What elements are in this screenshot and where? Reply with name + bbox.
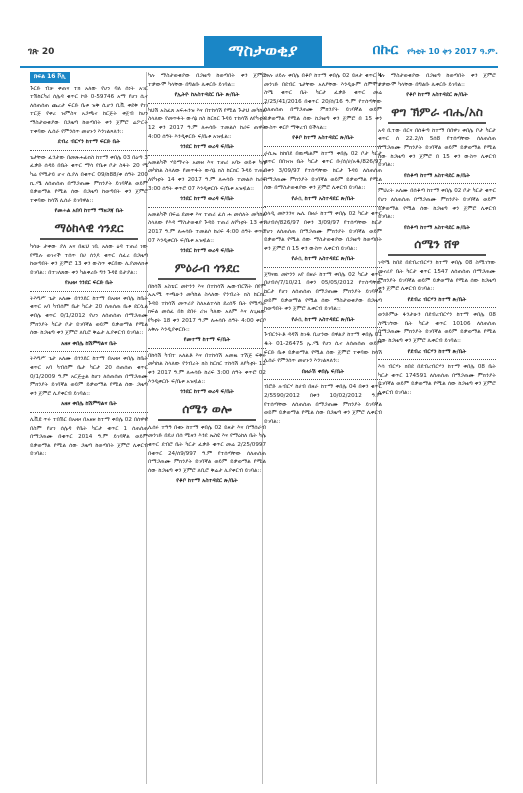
region-heading: ምዕራብ ጎንደር: [174, 260, 240, 275]
notice-issuer: ጎንደር ከተማ ወረዳ ፍ/ቤት: [180, 144, 234, 151]
notice-text: ጌታቸው ፈንታው በመጽሐፊክስ ከተማ ቀበሌ 03 በዕጣ 3 ፈቃድ ሰዳይ በቤት ቁጥር ማሳ የቤቱ ቦታ ስፋት 20 ሜ ካሬ የሚታይ ሆኖ ሲያለ በቁጥር 09/ከ88/ቀ ሰዓት 200 ኪ.ሜ ለሰጠሰጠ በማጋጠሙ ምክንያት ይገባኛል ወይም ይቃወማል የሚል ሰው በጋዜጣ ከወጣበት ቀን ጀምሮ ተቀባው ከሳሽ ሊሰራ ይገባዋል::: [30, 154, 148, 204]
dotted-divider: [264, 206, 382, 207]
dotted-divider: [264, 379, 382, 380]
dateline: [373, 42, 499, 58]
notice-issuer: የራሲ ከተማ አስተዳደር ጽ/ቤት: [291, 316, 355, 323]
notice-text: ካሉ ማስታወቂያው በጋዜጣ ከወጣበት ቀን ጀምሮ ተቃውሞ ካላቸው በግልቡ ሊቀርቡ ይገባል::: [148, 73, 266, 88]
notice-text: ወንድምሁ ፋንታሁን በደብረብርሃን ከተማ ቀበሌ 08 ስሚገኘው ቤት ካርታ ቁጥር 10106 ለሰጠሰጠ በማጋጠሙ ምክንያት ይገባኛል ወይም ይቃወማል የሚል ሰው ከጋዜጣ ቀን ጀምሮ ሊቀርብ ይገባል::: [378, 312, 496, 345]
region-heading: ሰሜን ወሎ: [182, 401, 232, 416]
notice-text: ምህረት አለሙ በሰቆጣ ከተማ ቀበሌ 02 ቦታ ካርታ ቁጥር የሆነ ለሰጠሰጠ በማጋጠሙ ምክንያት ይገባኛል ወይም ይቃወማል የሚል ሰው ከጋዜጣ ቀን ጀምሮ ሊቀርብ ይገባል::: [378, 188, 496, 221]
notice-text: ጉብርንትቶ ዳዳሽ ከገዱ ቢሆንው በዋልያ ከተማ ቀበሌ 01 ዱት 01-26475 ኢ.ሜ የሆነ ሲኖ ለሰጠሰጠ ወይም ፍርድ ቤቱ ይቃወማል የሚል ሰው ጀምሮ ተቀባው ከሳሽ ሊሰራ የምንሰጥ መሆኑን እንገልጻለን::: [264, 332, 382, 365]
notice-text: በከሳሽ ካብተ አለልቶ እና በተከሳሽ አመዜ ተሽጅ ፍቅሩ መካከል ስላለው የንብረት ክስ ከርክር ተከሳሽ ለየካቲት 12 ቀን 2017 ዓ.ም ለሐሳቡ ከሪፍ 3:00 ሰዓት ቀጥሮ 02 እንዲቀርቡ ፍ/ቤቱ አዝዟል::: [148, 352, 266, 385]
notice-issuer: ጎንደር ከተማ ወረዳ ፍ/ቤት: [180, 248, 234, 255]
notice-text: ራሲኤ ከከበደ በዉጫልም ከተማ ቀበሌ 02 ቦታ ካርታ ቁጥር በበዝዝ ቤት ካርታ ቁጥር ቡ/ሰ/ሀ/አዱ/826/97 በቀን 3/09/97 የተሰጣቸው ከርታ ጉዳይ ለሰጠሰጠ በማጋጠሙ ምክንያት ይገባኛል ወይም ይቃወማል የሚል ሰው በማስታወቂያው ቀን ጀምሮ ሊቀርብ ይገባል::: [264, 150, 382, 192]
notice-text: ጉርድ ብቻ ቀጠና ተክ አለው የሆነ ባለ ሰነት አገር ተሽከርካሪ ሰሌዳ ቁጥር ኮድ 0-59746 አማ የሆነ ሲኖ ለሰጠሰጠ ጨረታ ፍርድ ቤቱ ዝቅ ሲሆን ቢቪ ቀደቅ የነገ ተርጅ የቀረ ዝምስና አጋጫኖ ከርጅት ቀጀብ ከሆነ ማስታወቂያው በጋዜጣ ከወጣበት ቀን ጀምሮ ሬፖርት ተቀባው ሊሰራ የምንሰጥ መሆኑን እንገልጻለን::: [30, 85, 148, 135]
dotted-divider: [148, 155, 266, 156]
dotted-divider: [264, 267, 382, 268]
dotted-divider: [264, 146, 382, 147]
heading-rule: [158, 419, 256, 421]
dotted-divider: [378, 183, 496, 184]
notice-text: ሰላዲ መኮንንና ኤሊ በዘራ ከተማ ቀበሌ 02 ካርታ ቁጥር በሀብሶ/826/97 በቀን 3/09/97 የተሰጣቸው ከርታ የሆነ ለሰጠሰጠ በማጋጠሙ ምክንያት ይገባኛል ወይም ይቃወማል የሚል ሰው ማስታወቂያው በጋዜጣ ከወጣበት ቀን ጀምሮ በ 15 ቀን ውስጥ ሊቀርብ ይገባል::: [264, 211, 382, 252]
column-2: [148, 72, 266, 784]
notice-text: መሉ ሀይሉ ቀበሌ በቆቦ ከተማ ቀበሌ 02 ይዞታ ቁጥር 4 መንገድ በደብር ጌታቸው አለያቸው እንዲሁም ሰምሞታ ስሜ ቁጥር ቤት ካርታ ፈቃድ ቁጥር መሬ 2/25/41/2016 በቁጥር 20/ሰ/16 ዓ.ም የተሰጣቸው ሰለጠሰጠ በማጋጠሙ ምክንያት ይገባኛል ወይም ይቃወማል የሚል ሰው ከጋዜጣ ቀን ጀምሮ በ 15 ቀን ውስጥ ቀርቦ ማቅረብ ይችላል::: [264, 73, 382, 131]
notice-text: ሊቪዩ ጥሩ ተበሽር በአዘዞ በአዘዞ ከተማ ቀበሌ 02 በሰዋዊ በስም የሆነ ሰሌዳ የቤት ካርታ ቁጥር 1 ሰጠሰጠ በማጋጠሙ በቁጥር 2014 ዓ.ም ይገባኛል ወይም ይቃወማል የሚል ሰው ጋዜጣ ከወጣበት ጀምሮ ሊቀርብ ይገባል::: [30, 417, 148, 458]
heading-rule: [388, 122, 486, 124]
notice-issuer: የደብረ ብርሃን ከተማ ጽ/ቤት: [407, 348, 467, 355]
page-number: ገጽ 20: [28, 47, 55, 57]
notice-text: አዳ ቢተው በርና በሰቆጣ ከተማ በበዋገ ቀበሌ ቦታ ካርታ ቁጥር ሰ 22.2/ሰ 5ሰ8 የተሰጣቸው ሰለጠሰጠ በማጋጠሙ ምክንያት ይገባኛል ወይም ይቃወማል የሚል ሰው ከጋዜጣ ቀን ጀምሮ በ 15 ቀን ውስጥ ሊቀርብ ይገባል::: [378, 127, 496, 169]
dotted-divider: [264, 327, 382, 328]
dotted-divider: [30, 150, 148, 151]
notice-issuer: የቆቦ ከተማ አስተዳደር ጽ/ቤት: [176, 478, 238, 485]
notice-issuer: የደብረ ብርሃን ከተማ ጽ/ቤት: [407, 296, 467, 303]
dotted-divider: [148, 348, 266, 349]
notice-issuer: የራሲ ከተማ አስተዳደር ጽ/ቤት: [291, 195, 355, 202]
notice-text: ሊሰሩ ተዓዓ በቁኑ ከተማ ቀበሌ 02 ይዞታ እና በማሰራብ መንገድ በዴሀ በሰ ሚዛን እንደ ኤስዩ እና የማዕከለ ቤት ካሌ ቁጥር ደብሮ ቤት ካርታ ፈቃድ ቁጥር መሬ 2/25/0997 በቁጥር 24/ሰ9/997 ዓ.ም የተሰጣቸው ሰለጠሰጠ በማጋጠሙ ምክንያት ይገባኛል ወይም ይቃወማል የሚል ሰው ከጋዜጣ ቀን ጀምሮ ለቢሮ ቅሬታ ሊያቀርብ ይገባል::: [148, 424, 266, 474]
notice-text: አመልካች ሃይማኖት አመዘ እና ተጠሪ አባኑ ወይቱ ካሌ መካከል ስላለው የመጥፋት ውሳኔ ክስ ከርክር ጉዳይ ተጠሪ ለየካቲት 14 ቀን 2017 ዓ.ም ለሐሳቡ ተመልሶ ከሪፍ 3:00 ሰዓት ቀጥሮ 07 እንዲቀርቡ ፍ/ቤቱ አዝዟል::: [148, 159, 266, 192]
notice-text: ትእግሥ ጌታ አለሙ በጎንደር ከተማ በአዘዞ ቀበሌ ከቤት ቁጥር አባ ካብሰም ቤታ ካርታ 20 ሰጠሰጠ ቁጥር 0/1/2009 ዓ.ም አርጅቷል ከሆነ ለሰጠሰጠ በማጋጠሙ ምክንያት ይገባኛል ወይም ይቃወማል የሚል ሰው ጋዜጣ ቀን ጀምሮ ሊያቀርብ ይገባል::: [30, 356, 148, 397]
notice-issuer: በዘራሽ ቀበሌ ፍ/ቤት: [301, 368, 345, 375]
notice-text: ብሮድ ሉብርሃ ከሀብ በዘራ ከተማ ቀበሌ 04 በቀን ቁጥር 2/5590/2012 በቀን 10/02/2012 ዓ.ም የተሰጣቸው ለሰጠሰጠ በማጋጠሙ ምክንያት ይገባኛል ወይም ይቃወማል የሚል ሰው በጋዜጣ ቀን ጀምሮ ሊቀርብ ይገባል::: [264, 384, 382, 425]
notice-text: አመልካች በፍሬ ደመቀ እና ተጠሪ ፈሰ ሐ መሰለት መካከል ስላለው የእዳ ማስታወቂያ ጉዳይ ተጠሪ ለየካቲት 13 ቀን 2017 ዓ.ም ለሐሳቡ ተመልሶ ከሪፍ 4:00 ሰዓት ቀጥሮ 07 እንዲቀርቡ ፍ/ቤቱ አዝዟል::: [148, 211, 266, 244]
column-3: [264, 72, 382, 784]
heading-rule: [40, 238, 138, 240]
notice-text: ካሉ ማስታወቂያው በጋዜጣ ከወጣበት ቀን ጀምሮ ተቃውሞ ካላቸው በግልቡ ሊቀርቡ ይገባል::: [378, 73, 496, 88]
header-rule: [20, 66, 498, 68]
notice-issuer: የኢትዮ ከአስተዳደር ቤት ጽ/ቤት: [174, 92, 240, 99]
masthead-band: [204, 36, 322, 66]
dotted-divider: [378, 307, 496, 308]
column-1: [30, 72, 148, 784]
notice-issuer: የቆቦ ከተማ አስተዳደር ጽ/ቤት: [406, 92, 468, 99]
notice-issuer: ጎንደር ከተማ ወረዳ ፍ/ቤት: [180, 389, 234, 396]
region-heading: ማዕከላዊ ጎንደር: [54, 220, 124, 235]
notice-text: ካህሽ አስፈጸ አፍሐንዝ እና በተከሳሽ የሚል ጉታህ መካከል ስላለው የመጥፋት ውሳኔ ክስ ከርክር ጉዳይ ተከሳሽ ለየካቲት 12 ቀን 2017 ዓ.ም ለሐሳቡ ተመልሶ ከሪፍ ጠዋት 4:00 ሰዓት እንዲቀርቡ ፍ/ቤቱ አዝዟል::: [148, 107, 266, 140]
notice-text: ገዳሜ ከበደ በደብረብርሃን ከተማ ቀበሌ 08 ስሚገኘው መኖሪያ ቤት ካርታ ቁጥር 1547 ለሰጠሰጠ በማጋጠሙ ምክንያት ይገባኛል ወይም ይቃወማል የሚል ሰው ከጋዜጣ ቀን ጀምሮ ሊቀርብ ይገባል::: [378, 260, 496, 293]
notice-text: ትእግሥ ጌታ አለሙ በጎንደር ከተማ በአዘዞ ቀበሌ ከቤት ቁጥር አባ ካብሰም ቤታ ካርታ 20 ሰጠሰጠ ቤቱ ደርሷል ቀበሌ ቁጥር 0/1/2012 የሆነ ለሰጠሰጠ በማጋጠሙ ምክንያት ካርታ ቦታ ይገባኛል ወይም ይቃወማል የሚል ሰው ከጋዜጣ ቀን ጀምሮ ለቢሮ ቅሬታ ሊያቀርብ ይገባል::: [30, 295, 148, 337]
notice-issuer: አዘዞ ቀበሌ ከሽምግልና ቤት: [61, 401, 117, 408]
dotted-divider: [378, 359, 496, 360]
dotted-divider: [30, 291, 148, 292]
dotted-divider: [148, 103, 266, 104]
notice-text: እሳ ብርሃኑ ክበደ በደብረብርሃን ከተማ ቀበሌ 08 ቤት ካርታ ቁጥር 174591 ለሰጠሰጠ በማጋጠሙ ምክንያት ይገባኛል ወይም ይቃወማል የሚል ሰው ከጋዜጣ ቀን ጀምሮ ሊቀርብ ይገባል::: [378, 364, 496, 397]
notice-issuer: የመተማ ከተማ ፍ/ቤት: [183, 337, 231, 344]
issue-date: የካቲት 10 ቀን 2017 ዓ.ም.: [407, 47, 498, 56]
dotted-divider: [30, 351, 148, 352]
heading-rule: [158, 278, 256, 280]
notice-issuer: የሰቆጣ ከተማ አስተዳደር ጽ/ቤት: [403, 172, 471, 179]
region-heading: ዋግ ኽምራ ብሔ/አስ: [391, 104, 483, 119]
region-heading: ሰሜን ሸዋ: [414, 237, 460, 252]
dotted-divider: [30, 412, 148, 413]
notice-issuer: ጎንደር ከተማ ወረዳ ፍ/ቤት: [180, 196, 234, 203]
dotted-divider: [148, 207, 266, 208]
notice-issuer: የቆቦ ከተማ አስተዳደር ጽ/ቤት: [292, 135, 354, 142]
notice-issuer: የአዘዞ ጎንደር ፍርድ ቤት: [64, 280, 114, 287]
notice-issuer: አዘዞ ቀበሌ ከሽምግልና ቤት: [61, 340, 117, 347]
notice-text: ጀግናዉ መኮንን አየ በዘራ ከተማ ቀበሌ 02 ካርታ ቁጥር በሀብሶ/7/10/21 በቀን 05/05/2012 የተሰጣቸው ከርታ የሆነ ለሰጠሰጠ በማጋጠሙ ምክንያት ይገባኛል ወይም ይቃወማል የሚል ሰው ማስታወቂያው በጋዜጣ ከወጣበት ቀን ጀምሮ ሊቀርብ ይገባል::: [264, 271, 382, 313]
notice-text: ካሳሁ ታቀው ያለ አና በዚህ ገቢ አለው ዕዳ ተጠሪ ነው የሚሉ ወገኖች ተሰጥ በሀ ሰንዶ ቁጥር ሰፈረ በጋዜጣ ከወጣበት ቀን ጀምሮ 13 ቀን ውስጥ ቀርበው ሊያመለክቱ ይገባል:: በተገለጸው ቀን ካልቀረቡ ግን ጉዳዩ ይታያል::: [30, 243, 148, 276]
section-tag: ክፍል 16 ቮሊ: [30, 72, 70, 83]
notice-issuer: የመሐል አበባ ከተማ ማዘጋጃ ቤት: [54, 208, 124, 215]
heading-rule: [388, 254, 486, 256]
notice-issuer: የሰቆጣ ከተማ አስተዳደር ጽ/ቤት: [403, 224, 471, 231]
notice-issuer: ደብረ ብርሃን ከተማ ፍርድ ቤት: [57, 139, 121, 146]
notice-issuer: የራሲ ከተማ አስተዳደር ጽ/ቤት: [291, 256, 355, 263]
masthead-title: ማስታወቂያ: [228, 41, 298, 60]
notice-text: በከሳሽ አስቴር መኮንን እና በተከሳሽ ኤውብርሽት በየም ኡኡሚ ጥጫሁን መካከል ስላለው የንብረት ክስ ከርክር ጉዳይ ተከሳሽ መጥሪያ ስለአልተላከ ደረሰኝ ቤት የሚጣራ ክፍል መሰፈ በከ ደበሩ ሪዝ ካለው አለም እና ለጊዜው የካቲት 18 ቀን 2017 ዓ.ም ለሐሳቡ ሰዓት 4:00 ቀርቦ አቅሉ እንዲያቀርቡ::: [148, 283, 266, 333]
publication-name: በኩር: [372, 42, 399, 58]
column-4: [378, 72, 496, 784]
